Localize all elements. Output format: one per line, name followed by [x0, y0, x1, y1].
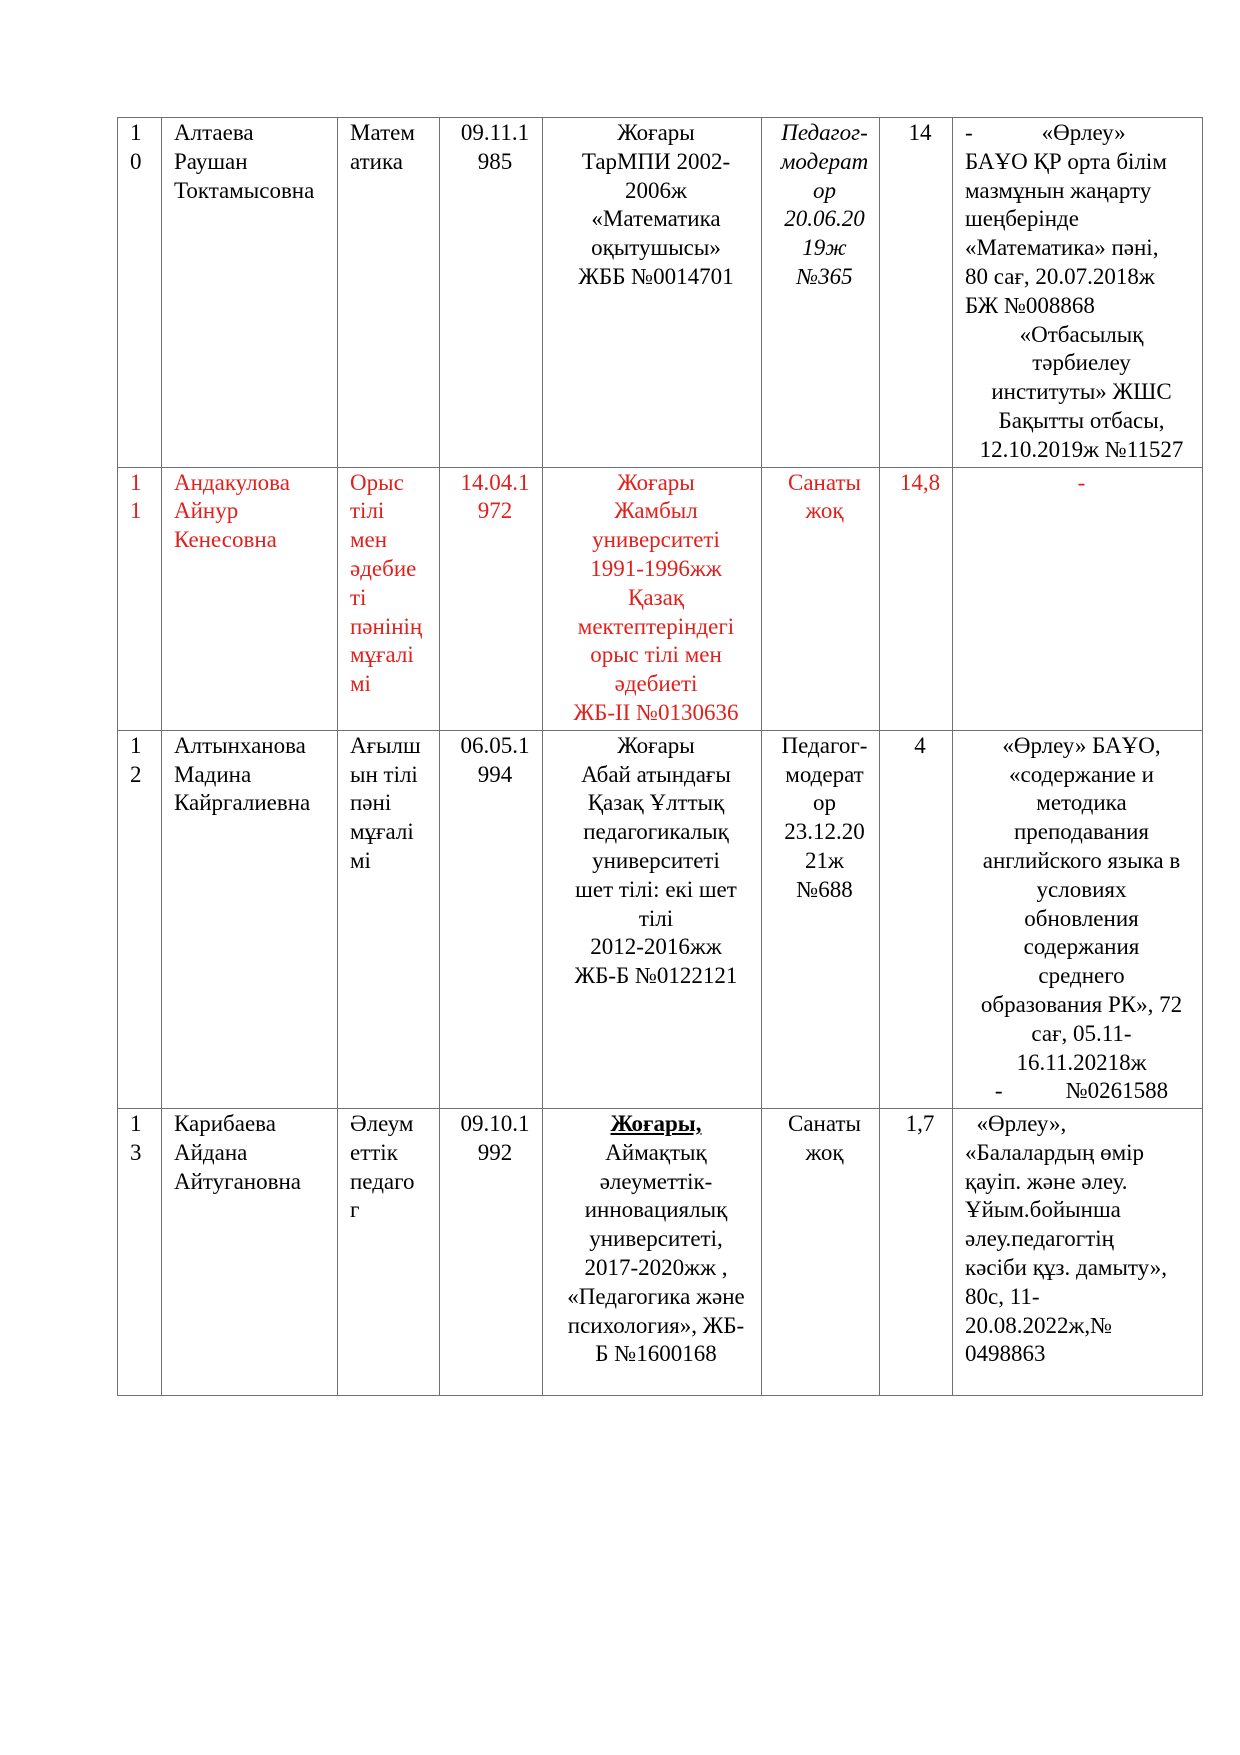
table-row	[118, 467, 1203, 730]
experience-cell: 1,7	[880, 1109, 953, 1396]
education-cell: Жоғары, Аймақтық әлеуметтік- инновациялық университеті, 2017-2020жж , «Педагогика және психология», ЖБ- Б №1600168	[543, 1109, 762, 1396]
education-cell: Жоғары Абай атындағы Қазақ Ұлттық педагогикалық университеті шет тілі: екі шет тілі 2012-2016жж ЖБ-Б №0122121	[543, 730, 762, 1108]
teacher-name-cell: Карибаева Айдана Айтугановна	[162, 1109, 338, 1396]
education-cell: Жоғары Жамбыл университеті 1991-1996жж Қазақ мектептеріндегі орыс тілі мен әдебиеті ЖБ-ІІ №0130636	[543, 467, 762, 730]
courses-cell: - «Өрлеу» БАҰО ҚР орта білім мазмұнын жаңарту шеңберінде «Математика» пәні, 80 сағ, 20.07.2018ж БЖ №008868 «Отбасылық тәрбиелеу институты» ЖШС Бақытты отбасы, 12.10.2019ж №11527	[953, 118, 1203, 468]
subject-cell: Матем атика	[338, 118, 440, 468]
subject-cell: Ағылш ын тілі пәні мұғалі мі	[338, 730, 440, 1108]
subject-cell: Әлеум еттік педаго г	[338, 1109, 440, 1396]
birth-date-cell: 09.10.1 992	[440, 1109, 543, 1396]
experience-cell: 14	[880, 118, 953, 468]
teacher-name-cell: Алтынханова Мадина Кайргалиевна	[162, 730, 338, 1108]
row-number-cell: 1 0	[118, 118, 162, 468]
education-cell: Жоғары ТарМПИ 2002- 2006ж «Математика оқытушысы» ЖББ №0014701	[543, 118, 762, 468]
subject-cell: Орыс тілі мен әдебие ті пәнінің мұғалі мі	[338, 467, 440, 730]
table-row	[118, 1109, 1203, 1396]
table-row	[118, 730, 1203, 1108]
category-cell: Педагог- модерат ор 23.12.20 21ж №688	[762, 730, 880, 1108]
birth-date-cell: 06.05.1 994	[440, 730, 543, 1108]
row-number-cell: 1 3	[118, 1109, 162, 1396]
category-cell: Санаты жоқ	[762, 1109, 880, 1396]
courses-cell: -	[953, 467, 1203, 730]
birth-date-cell: 09.11.1 985	[440, 118, 543, 468]
staff-table	[117, 117, 1203, 1396]
row-number-cell: 1 2	[118, 730, 162, 1108]
teacher-name-cell: Андакулова Айнур Кенесовна	[162, 467, 338, 730]
teacher-name-cell: Алтаева Раушан Токтамысовна	[162, 118, 338, 468]
row-number-cell: 1 1	[118, 467, 162, 730]
experience-cell: 4	[880, 730, 953, 1108]
courses-cell: «Өрлеу», «Балалардың өмір қауіп. және әлеу. Ұйым.бойынша әлеу.педагогтің кәсіби құз. дамыту», 80с, 11- 20.08.2022ж,№ 0498863	[953, 1109, 1203, 1396]
category-cell: Педагог- модерат ор 20.06.20 19ж №365	[762, 118, 880, 468]
table-row	[118, 118, 1203, 468]
category-cell: Санаты жоқ	[762, 467, 880, 730]
birth-date-cell: 14.04.1 972	[440, 467, 543, 730]
experience-cell: 14,8	[880, 467, 953, 730]
courses-cell: «Өрлеу» БАҰО, «содержание и методика преподавания английского языка в условиях обновления содержания среднего образования РК», 72 сағ, 05.11- 16.11.20218ж - №0261588	[953, 730, 1203, 1108]
